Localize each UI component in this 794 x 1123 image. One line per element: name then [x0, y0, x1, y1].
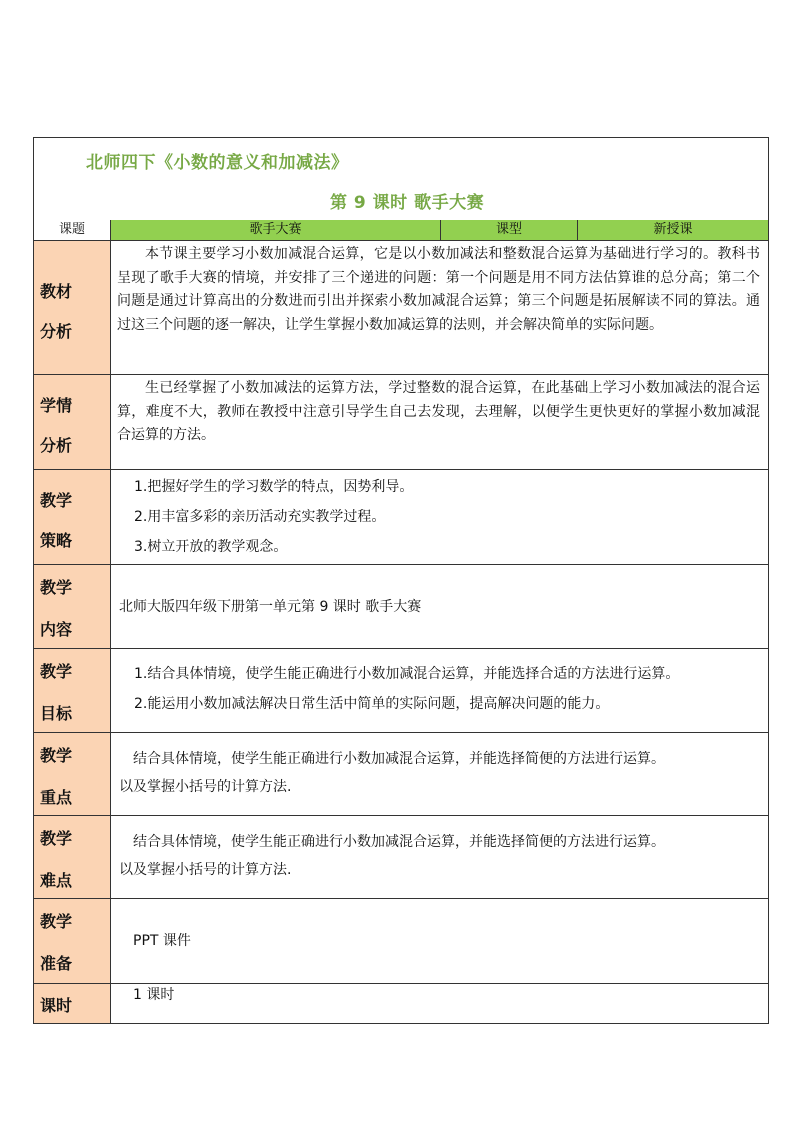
text-line: PPT 课件 [133, 933, 191, 949]
row-content [111, 733, 768, 815]
row-content [111, 565, 768, 648]
topic-value: 歌手大赛 [111, 220, 441, 240]
label-line-2: 准备 [40, 954, 73, 973]
label-line-1: 教学 [40, 662, 73, 681]
label-line-2: 难点 [40, 871, 73, 890]
row-teaching-goals [34, 649, 768, 733]
row-label [34, 565, 111, 648]
label-line-2: 目标 [40, 704, 73, 723]
paragraph: 本节课主要学习小数加减混合运算，它是以小数加减法和整数混合运算为基础进行学习的。教科书呈现了歌手大赛的情境，并安排了三个递进的问题：第一个问题是用不同方法估算谁的总分高；第二个问题是通过计算高出的分数进而引出并探索小数加减混合运算；第三个问题是拓展解读不同的算法。通过这三个问题的逐一解决，让学生掌握小数加减运算的法则，并会解决简单的实际问题。 [117, 246, 760, 333]
row-label [34, 984, 111, 1023]
row-student-analysis [34, 375, 768, 470]
label-line-2: 内容 [40, 620, 73, 639]
label-line-1: 教学 [40, 746, 73, 765]
text-line: 3.树立开放的教学观念。 [134, 539, 288, 555]
row-content [111, 816, 768, 898]
text-line: 1 课时 [133, 987, 175, 1003]
text-line: 结合具体情境，使学生能正确进行小数加减混合运算，并能选择简便的方法进行运算。 [133, 834, 665, 850]
label-line-2: 分析 [40, 322, 73, 341]
row-content [111, 470, 768, 564]
text-line: 2.用丰富多彩的亲历活动充实教学过程。 [134, 509, 386, 525]
label-line-2: 策略 [40, 531, 73, 550]
row-label [34, 649, 111, 732]
row-label [34, 733, 111, 815]
row-textbook-analysis [34, 241, 768, 375]
label-line-1: 教材 [40, 282, 73, 301]
row-content [111, 649, 768, 732]
row-teaching-preparation [34, 899, 768, 984]
label-line-1: 教学 [40, 578, 73, 597]
label-line-1: 课时 [40, 996, 73, 1015]
row-label [34, 899, 111, 983]
row-class-hours [34, 984, 768, 1023]
row-label [34, 375, 111, 469]
header-row [34, 220, 768, 241]
label-line-2: 分析 [40, 436, 73, 455]
label-line-1: 教学 [40, 829, 73, 848]
row-teaching-strategy [34, 470, 768, 565]
row-teaching-content [34, 565, 768, 649]
topic-label: 课题 [34, 220, 111, 240]
text-line: 1.结合具体情境，使学生能正确进行小数加减混合运算，并能选择合适的方法进行运算。 [134, 666, 680, 682]
text-line: 结合具体情境，使学生能正确进行小数加减混合运算，并能选择简便的方法进行运算。 [133, 751, 665, 767]
label-line-1: 教学 [40, 491, 73, 510]
text-line: 北师大版四年级下册第一单元第 9 课时 歌手大赛 [119, 599, 422, 615]
row-label [34, 241, 111, 374]
row-label [34, 470, 111, 564]
row-teaching-key-points [34, 733, 768, 816]
row-content [111, 984, 768, 1023]
title-row [34, 138, 768, 221]
document-title: 北师四下《小数的意义和加减法》 [86, 153, 349, 173]
text-line: 2.能运用小数加减法解决日常生活中简单的实际问题，提高解决问题的能力。 [134, 696, 610, 712]
row-label [34, 816, 111, 898]
type-value: 新授课 [578, 220, 768, 240]
lesson-plan-table [33, 137, 769, 1024]
text-line: 以及掌握小括号的计算方法. [119, 779, 292, 795]
text-line: 1.把握好学生的学习数学的特点，因势利导。 [134, 479, 414, 495]
lesson-subtitle: 第 9 课时 歌手大赛 [330, 193, 485, 213]
row-content [111, 241, 768, 374]
label-line-1: 学情 [40, 396, 73, 415]
row-content [111, 899, 768, 983]
row-teaching-difficulties [34, 816, 768, 899]
label-line-1: 教学 [40, 912, 73, 931]
label-line-2: 重点 [40, 788, 73, 807]
row-content [111, 375, 768, 469]
text-line: 以及掌握小括号的计算方法. [119, 862, 292, 878]
paragraph: 生已经掌握了小数加减法的运算方法，学过整数的混合运算，在此基础上学习小数加减法的混合运算，难度不大，教师在教授中注意引导学生自己去发现，去理解，以便学生更快更好的掌握小数加减混合运算的方法。 [117, 380, 760, 443]
type-label: 课型 [441, 220, 578, 240]
